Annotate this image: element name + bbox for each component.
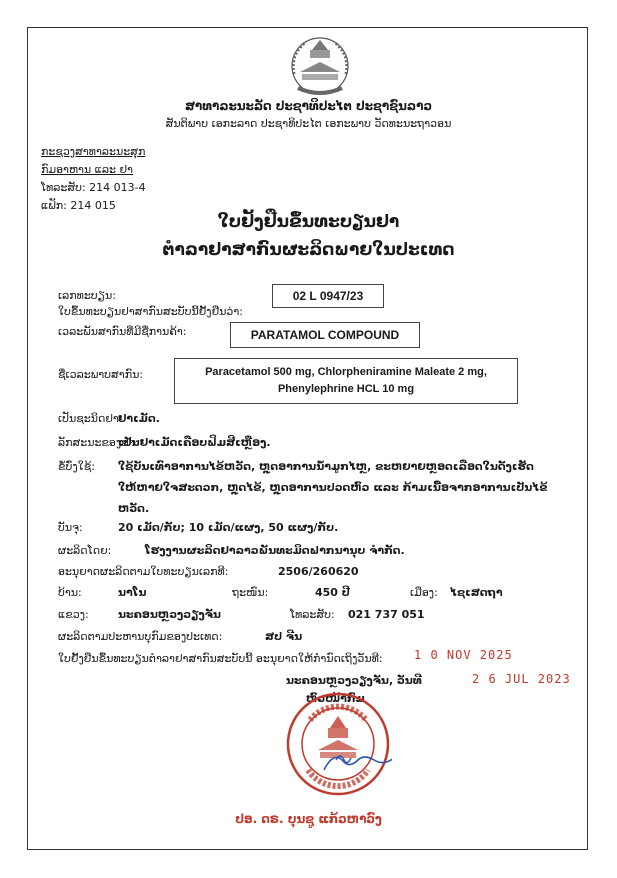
packaging-value: 20 ເມັດ/ກັບ; 10 ເມັດ/ແຜງ, 50 ແຜງ/ກັບ. (118, 521, 339, 534)
national-motto: ສັນຕິພາບ ເອກະລາດ ປະຊາທິປະໄຕ ເອກະພາບ ວັດທະນະຖາວອນ (165, 117, 452, 130)
issue-place: ນະຄອນຫຼວງວຽງຈັນ, ວັນທີ (286, 674, 422, 687)
province-value: ນະຄອນຫຼວງວຽງຈັນ (118, 608, 221, 621)
village-value: ນາໂນ (118, 586, 147, 599)
validity-date-stamp: 1 0 NOV 2025 (414, 648, 513, 662)
origin-label: ຜະລິດຕາມປະຫານບຸກົມຂອງປະເທດ: (58, 630, 223, 643)
indications-line3: ຫວັດ. (118, 502, 150, 515)
district-label: ເມືອງ: (410, 586, 438, 599)
validity-label: ໃບຢັ້ງຢືນຂຶ້ນທະບຽນຕຳລາຢາສາກົນສະບັບນີ້ ອະນຸຍາດໃຫ້ກຳນົດເຖິງວັນທີ: (58, 652, 383, 665)
ministry-name: ກະຊວງສາທາລະນະສຸກ (41, 145, 146, 158)
issuing-authority: ຫົວໜ້າກົມ (306, 692, 365, 705)
dosage-form-value: ຢາເມັດ. (118, 412, 160, 425)
issue-date-stamp: 2 6 JUL 2023 (472, 672, 571, 686)
manufacturer-label: ຜະລິດໂດຍ: (58, 544, 112, 557)
official-seal-icon (284, 690, 392, 798)
characteristics-value: ເປັນຢາເມັດເຄືອບຟິມສີເຫຼືອງ. (118, 436, 271, 449)
dosage-form-label: ເປັນຊະນິດຢາ: (58, 412, 123, 425)
tel-value: 021 737 051 (348, 608, 425, 621)
national-emblem-icon (286, 34, 354, 98)
village-label: ບ້ານ: (58, 586, 82, 599)
reg-number-label: ເລກທະບຽນ: (58, 289, 116, 302)
document-subtitle: ຕຳລາຢາສາກົນຜະລິດພາຍໃນປະເທດ (162, 240, 455, 260)
tel-label: ໂທລະສັບ: (290, 608, 335, 621)
trade-name-box (230, 322, 420, 348)
inn-box (174, 358, 518, 404)
reg-number-value: 02 L 0947/23 (292, 289, 364, 303)
document-title: ໃບຢັ້ງຢືນຂຶ້ນທະບຽນຢາ (217, 212, 400, 232)
certifies-label: ໃບຂຶ້ນທະບຽນຢາສາກົນສະບັບນີ້ຢັ້ງຢືນວ່າ: (58, 305, 243, 318)
inn-value-line2: Phenylephrine HCL 10 mg (277, 383, 415, 395)
inn-label: ຊື່ເວລະພາບສາກົນ: (58, 368, 144, 381)
road-value: 450 ປີ (315, 586, 350, 599)
department-name: ກົມອາຫານ ແລະ ຢາ (41, 163, 133, 176)
country-name: ສາທາລະນະລັດ ປະຊາທິປະໄຕ ປະຊາຊົນລາວ (184, 99, 433, 113)
origin-value: ສປ ຈີນ (265, 630, 303, 643)
reg-number-box (272, 284, 384, 308)
ministry-fax: ແຟັກ: 214 015 (41, 199, 116, 212)
ministry-block (41, 143, 146, 215)
manufacturer-value: ໂຮງງານຜະລິດຢາລາວພັນທະມິດຟາກນານຸບ ຈຳກັດ. (145, 544, 405, 557)
permit-label: ອະນຸຍາດຜະລິດຕາມໃບທະບຽນເລກທີ: (58, 565, 229, 578)
indications-label: ຂໍ້ບົ່ງໃຊ້: (58, 460, 95, 473)
signatory-name: ປອ. ດຣ. ບຸນຊູ ແກ້ວຫາວົງ (235, 812, 382, 826)
permit-value: 2506/260620 (278, 565, 359, 578)
packaging-label: ບັນຈຸ: (58, 521, 83, 534)
province-label: ແຂວງ: (58, 608, 89, 621)
inn-value-line1: Paracetamol 500 mg, Chlorpheniramine Maleate 2 mg, (205, 366, 487, 378)
ministry-phone: ໂທລະສັບ: 214 013-4 (41, 181, 146, 194)
trade-name-value: PARATAMOL COMPOUND (250, 328, 400, 342)
trade-name-label: ເວລະພັນສາກົນທີ່ມີຊື່ການຄ້າ: (58, 325, 187, 338)
district-value: ໄຊເສດຖາ (450, 586, 503, 599)
indications-line2: ໃຫ້ຫາຍໃຈສະດວກ, ຫຼຸດໄຂ້, ຫຼຸດອາການປວດຫົວ ແລະ ກ້າມເນື້ອຈາກອາການເປັນໄຂ້ (118, 481, 548, 494)
characteristics-label: ລັກສະນະຂອງຢາ: (58, 436, 139, 449)
road-label: ຖະໜົນ: (232, 586, 269, 599)
indications-line1: ໃຊ້ບັນເທົາອາການໄຂ້ຫວັດ, ຫຼຸດອາການນ້ຳມູກໄຫຼ, ຂະຫຍາຍຫຼອດເລືອດໃນດັງເຮັດ (118, 460, 534, 473)
